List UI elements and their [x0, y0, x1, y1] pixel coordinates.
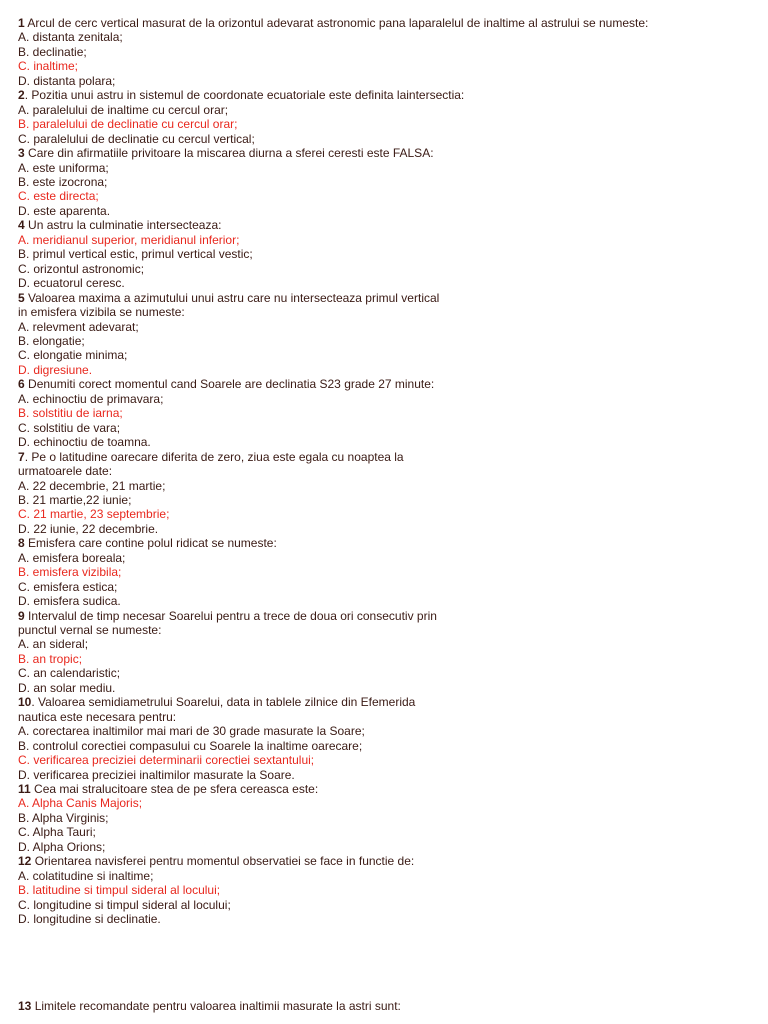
quiz-document: [18, 16, 758, 1013]
question-number: 1: [18, 16, 25, 30]
answer-option: C. longitudine si timpul sideral al locului;: [18, 897, 231, 912]
question-text: Arcul de cerc vertical masurat de la orizontul adevarat astronomic pana laparalelul de inaltime al astrului se numeste:: [24, 16, 649, 30]
question-text: Emisfera care contine polul ridicat se numeste:: [24, 536, 277, 551]
question-7: [18, 450, 758, 537]
question-number: 5: [18, 290, 25, 305]
question-number: 8: [18, 536, 25, 551]
answer-option: D. an solar mediu.: [18, 680, 116, 695]
answer-option-correct: D. digresiune.: [18, 362, 93, 377]
question-13: [18, 999, 758, 1013]
answer-option-correct: B. latitudine si timpul sideral al locului;: [18, 883, 221, 898]
answer-option: B. primul vertical estic, primul vertical vestic;: [18, 247, 253, 262]
answer-option: D. 22 iunie, 22 decembrie.: [18, 521, 159, 536]
question-stem: [18, 623, 758, 637]
answer-option: A. colatitudine si inaltime;: [18, 868, 154, 883]
question-text: in emisfera vizibila se numeste:: [18, 305, 185, 320]
answer-option-correct: C. 21 martie, 23 septembrie;: [18, 507, 170, 522]
question-1: [18, 16, 758, 88]
answer-option: D. este aparenta.: [18, 203, 111, 218]
question-12: [18, 854, 758, 926]
answer-option: A. 22 decembrie, 21 martie;: [18, 478, 166, 493]
question-text: punctul vernal se numeste:: [18, 623, 162, 638]
answer-option: D. distanta polara;: [18, 73, 116, 88]
answer-option: A. emisfera boreala;: [18, 550, 126, 565]
answer-option-correct: A. Alpha Canis Majoris;: [18, 796, 143, 811]
question-number: 12: [18, 854, 32, 869]
question-text: . Valoarea semidiametrului Soarelui, data in tablele zilnice din Efemerida: [31, 695, 416, 710]
question-number: 4: [18, 218, 25, 233]
answer-option: B. controlul corectiei compasului cu Soarele la inaltime oarecare;: [18, 738, 363, 753]
question-stem: [18, 218, 758, 232]
page-gap: [18, 927, 758, 999]
question-stem: [18, 609, 758, 623]
question-text: urmatoarele date:: [18, 464, 113, 479]
questions-block-page-1: [18, 16, 758, 927]
answer-option: A. echinoctiu de primavara;: [18, 391, 164, 406]
answer-option: C. emisfera estica;: [18, 579, 118, 594]
answer-option: B. este izocrona;: [18, 174, 108, 189]
answer-option: C. elongatie minima;: [18, 348, 128, 363]
answer-option-correct: B. solstitiu de iarna;: [18, 406, 123, 421]
answer-option: D. echinoctiu de toamna.: [18, 435, 151, 450]
question-stem: [18, 695, 758, 709]
question-6: [18, 377, 758, 449]
question-text: Valoarea maxima a azimutului unui astru care nu intersecteaza primul vertical: [24, 290, 440, 305]
question-text: Care din afirmatiile privitoare la miscarea diurna a sferei ceresti este FALSA:: [24, 146, 434, 161]
question-number: 2: [18, 88, 25, 103]
question-stem: [18, 88, 758, 102]
question-stem: [18, 377, 758, 391]
answer-option: A. distanta zenitala;: [18, 30, 123, 45]
question-number: 13: [18, 998, 32, 1013]
question-text: . Pe o latitudine oarecare diferita de zero, ziua este egala cu noaptea la: [24, 449, 404, 464]
question-stem: [18, 16, 758, 30]
question-text: nautica este necesara pentru:: [18, 709, 177, 724]
answer-option: C. orizontul astronomic;: [18, 261, 145, 276]
answer-option-correct: C. verificarea preciziei determinarii corectiei sextantului;: [18, 753, 315, 768]
answer-option: D. verificarea preciziei inaltimilor masurate la Soare.: [18, 767, 295, 782]
question-stem: [18, 146, 758, 160]
question-3: [18, 146, 758, 218]
question-stem: [18, 305, 758, 319]
answer-option-correct: B. paralelului de declinatie cu cercul orar;: [18, 117, 238, 132]
answer-option-correct: A. meridianul superior, meridianul inferior;: [18, 232, 240, 247]
answer-option-correct: C. inaltime;: [18, 59, 79, 74]
question-text: . Pozitia unui astru in sistemul de coordonate ecuatoriale este definita laintersectia:: [24, 88, 465, 103]
question-10: [18, 695, 758, 782]
answer-option: A. este uniforma;: [18, 160, 109, 175]
question-11: [18, 782, 758, 854]
question-text: Denumiti corect momentul cand Soarele are declinatia S23 grade 27 minute:: [24, 377, 435, 392]
question-number: 6: [18, 377, 25, 392]
answer-option: A. relevment adevarat;: [18, 319, 139, 334]
question-stem: [18, 450, 758, 464]
question-stem: [18, 710, 758, 724]
question-number: 9: [18, 608, 25, 623]
answer-option: C. an calendaristic;: [18, 666, 121, 681]
answer-option: A. corectarea inaltimilor mai mari de 30 grade masurate la Soare;: [18, 724, 365, 739]
question-4: [18, 218, 758, 290]
answer-option: B. Alpha Virginis;: [18, 810, 109, 825]
question-2: [18, 88, 758, 146]
question-text: Intervalul de timp necesar Soarelui pentru a trece de doua ori consecutiv prin: [24, 608, 437, 623]
question-stem: [18, 782, 758, 796]
question-stem: [18, 291, 758, 305]
answer-option: C. solstitiu de vara;: [18, 420, 121, 435]
answer-option-correct: B. an tropic;: [18, 651, 83, 666]
question-number: 3: [18, 146, 25, 161]
question-stem: [18, 854, 758, 868]
question-text: Limitele recomandate pentru valoarea inaltimii masurate la astri sunt:: [31, 998, 401, 1013]
answer-option: D. ecuatorul ceresc.: [18, 276, 125, 291]
answer-option-correct: B. emisfera vizibila;: [18, 565, 122, 580]
answer-option: C. Alpha Tauri;: [18, 825, 96, 840]
answer-option: A. paralelului de inaltime cu cercul orar;: [18, 102, 229, 117]
question-number: 7: [18, 449, 25, 464]
question-stem: [18, 999, 758, 1013]
answer-option: D. longitudine si declinatie.: [18, 912, 161, 927]
answer-option-correct: C. este directa;: [18, 189, 99, 204]
question-9: [18, 609, 758, 696]
question-stem: [18, 464, 758, 478]
question-8: [18, 536, 758, 608]
answer-option: D. Alpha Orions;: [18, 839, 106, 854]
answer-option: B. 21 martie,22 iunie;: [18, 492, 132, 507]
question-text: Orientarea navisferei pentru momentul observatiei se face in functie de:: [31, 854, 415, 869]
question-number: 11: [18, 782, 31, 797]
question-number: 10: [18, 695, 32, 710]
answer-option: C. paralelului de declinatie cu cercul vertical;: [18, 131, 255, 146]
answer-option: B. elongatie;: [18, 333, 85, 348]
answer-option: B. declinatie;: [18, 44, 87, 59]
answer-option: D. emisfera sudica.: [18, 594, 121, 609]
question-5: [18, 291, 758, 378]
question-text: Cea mai stralucitoare stea de pe sfera cereasca este:: [30, 782, 319, 797]
questions-block-page-2: [18, 999, 758, 1013]
question-text: Un astru la culminatie intersecteaza:: [24, 218, 222, 233]
answer-option: A. an sideral;: [18, 637, 89, 652]
question-stem: [18, 536, 758, 550]
